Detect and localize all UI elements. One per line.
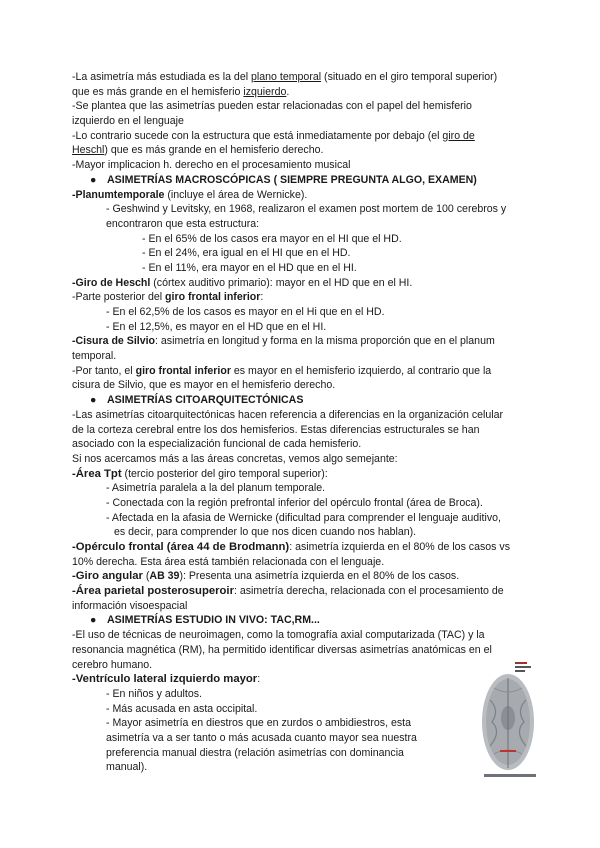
frontal-title: -Parte posterior del giro frontal inferior: — [72, 291, 264, 304]
bullet-icon: ● — [90, 614, 97, 627]
list-item: - Mayor asimetría en diestros que en zurdos o ambidiestros, esta — [106, 717, 412, 730]
silvio-title: -Cisura de Silvio: asimetría en longitud y forma en la misma proporción que en el planum — [72, 335, 495, 348]
heading-citoarquitectonicas: ● ASIMETRÍAS CITOARQUITECTÓNICAS — [90, 394, 304, 407]
paragraph-musical: -Mayor implicacion h. derecho en el procesamiento musical — [72, 159, 351, 172]
document-page: -La asimetría más estudiada es la del plano temporal (situado en el giro temporal superior) que es más grande en el hemisferio izquierdo. -Se plantea que las asimetrías pueden estar relacionadas con el papel del hemisferio izquierdo en el lenguaje -Lo contrario sucede con la estructura que está inmediatamente por debajo (el giro de Heschl) que es más grande en el hemisferio derecho. -Mayor implicacion h. derecho en el procesamiento musical ● ASIMETRÍAS MACROSCÓPICAS ( SIEMPRE PREGUNTA ALGO, EXAMEN) -Planumtemporale (incluye el área de Wernicke). - Geshwind y Levitsky, en 1968, realizaron el examen post mortem de 100 cerebros y encontraron que esta estructura: - En el 65% de los casos era mayor en el HI que el HD. - En el 24%, era igual en el HI que en el HD. - En el 11%, era mayor en el HD que en el HI. -Giro de Heschl (córtex auditivo primario): mayor en el HD que en el HI. -Parte posterior del giro frontal inferior: - En el 62,5% de los casos es mayor en el Hi que en el HD. - En el 12,5%, es mayor en el HD que en el HI. -Cisura de Silvio: asimetría en longitud y forma en la misma proporción que en el planum temporal. -Por tanto, el giro frontal inferior es mayor en el hemisferio izquierdo, al contrario que la cisura de Silvio, que es mayor en el hemisferio derecho. ● ASIMETRÍAS CITOARQUITECTÓNICAS -Las asimetrías citoarquitectónicas hacen referencia a diferencias en la organización celular de la corteza cerebral entre los dos hemisferios. Estas diferencias estructurales se han asociado con la especialización funcional de cada hemisferio. Si nos acercamos más a las áreas concretas, vemos algo semejante: -Área Tpt (tercio posterior del giro temporal superior): - Asimetría paralela a la del planum temporale. - Conectada con la región prefrontal inferior del opérculo frontal (área de Broca). - Afectada en la afasia de Wernicke (dificultad para comprender el lenguaje auditivo, es decir, para comprender lo que nos dicen cuando nos hablan). -Opérculo frontal (área 44 de Brodmann): asimetría izquierda en el 80% de los casos vs 10% derecha. Esta área está también relacionada con el lenguaje. -Giro angular (AB 39): Presenta una asimetría izquierda en el 80% de los casos. -Área parietal posterosuperoir: asimetría derecha, relacionada con el procesamiento de información visoespacial ● ASIMETRÍAS ESTUDIO IN VIVO: TAC,RM... -El uso de técnicas de neuroimagen, como la tomografía axial computarizada (TAC) y la resonancia magnética (RM), ha permitido identificar diversas asimetrías anatómicas en el cerebro humano. -Ventrículo lateral izquierdo mayor: - En niños y adultos. - Más acusada en asta occipital. - Mayor asimetría en diestros que en zurdos o ambidiestros, esta asimetría va a ser tanto o más acusada cuanto mayor sea nuestra preferencia manual diestra (relación asimetrías con dominancia manual). — [72, 70, 530, 775]
paragraph-plano-temporal: -La asimetría más estudiada es la del plano temporal (situado en el giro temporal superior) — [72, 71, 498, 83]
list-item: - En el 11%, era mayor en el HD que en el HI. — [142, 261, 357, 274]
parietal-title: -Área parietal posterosuperoir: asimetría derecha, relacionada con el procesamiento de — [72, 585, 504, 598]
list-item: - Más acusada en asta occipital. — [106, 702, 258, 715]
list-item: - Conectada con la región prefrontal inferior del opérculo frontal (área de Broca). — [106, 496, 483, 509]
brain-image — [480, 660, 540, 778]
list-item: - En el 12,5%, es mayor en el HD que en el HI. — [106, 320, 327, 333]
list-item: - Asimetría paralela a la del planum temporale. — [106, 482, 326, 495]
bullet-icon: ● — [90, 394, 97, 407]
link-plano-temporal: plano temporal — [251, 71, 322, 83]
ventriculo-title: -Ventrículo lateral izquierdo mayor: — [72, 673, 261, 686]
tpt-title: -Área Tpt (tercio posterior del giro temporal superior): — [72, 467, 328, 480]
paragraph-lenguaje: -Se plantea que las asimetrías pueden estar relacionadas con el papel del hemisferio — [72, 100, 472, 113]
list-item: - En el 65% de los casos era mayor en el HI que el HD. — [142, 232, 402, 245]
heading-in-vivo: ● ASIMETRÍAS ESTUDIO IN VIVO: TAC,RM... — [90, 614, 320, 627]
list-item: - En el 62,5% de los casos es mayor en el Hi que en el HD. — [106, 306, 385, 318]
bullet-icon: ● — [90, 173, 97, 186]
heading-macroscopicas: ● ASIMETRÍAS MACROSCÓPICAS ( SIEMPRE PREGUNTA ALGO, EXAMEN) — [90, 173, 477, 186]
list-item: - Afectada en la afasia de Wernicke (dificultad para comprender el lenguaje auditivo, — [106, 511, 501, 524]
heschl-title: -Giro de Heschl (córtex auditivo primario): mayor en el HD que en el HI. — [72, 276, 413, 289]
paragraph-heschl: -Lo contrario sucede con la estructura que está inmediatamente por debajo (el giro de — [72, 129, 475, 142]
paragraph-por-tanto: -Por tanto, el giro frontal inferior es mayor en el hemisferio izquierdo, al contrario que la — [72, 364, 492, 377]
planum-title: -Planumtemporale (incluye el área de Wernicke). — [72, 188, 308, 201]
paragraph-vivo: -El uso de técnicas de neuroimagen, como la tomografía axial computarizada (TAC) y la — [72, 629, 485, 642]
link-izquierdo: izquierdo — [243, 85, 287, 98]
list-item: - En niños y adultos. — [106, 687, 202, 700]
list-item: - En el 24%, era igual en el HI que en el HD. — [142, 247, 351, 260]
operculo-title: -Opérculo frontal (área 44 de Brodmann): asimetría izquierda en el 80% de los casos vs — [72, 541, 511, 553]
angular-title: -Giro angular (AB 39): Presenta una asimetría izquierda en el 80% de los casos. — [72, 570, 460, 583]
paragraph-cito: -Las asimetrías citoarquitectónicas hacen referencia a diferencias en la organización celular — [72, 408, 504, 421]
